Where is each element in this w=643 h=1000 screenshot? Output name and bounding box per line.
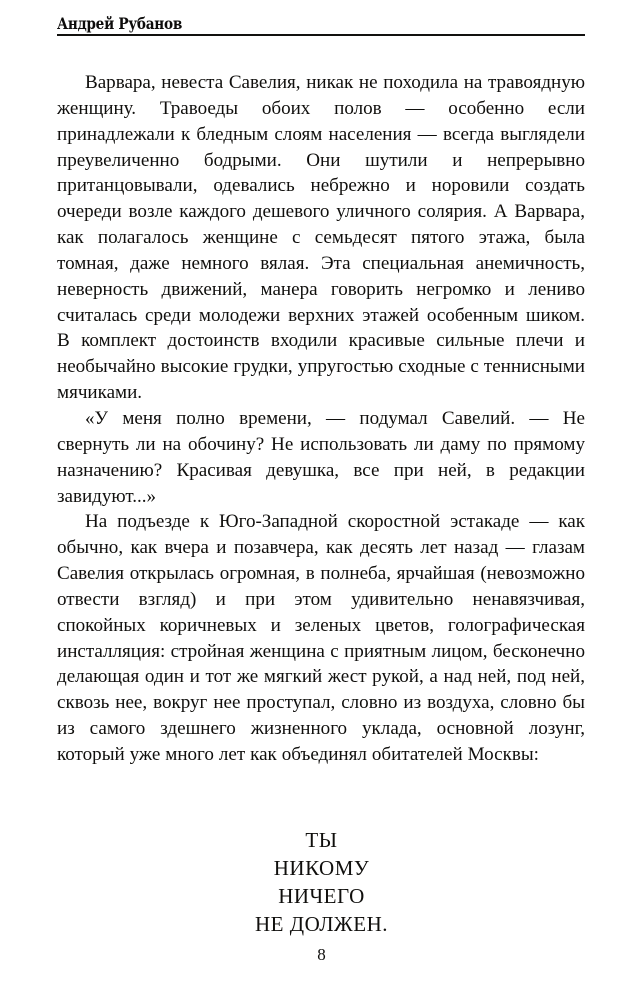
page-number: 8 bbox=[317, 945, 326, 964]
slogan-block bbox=[0, 826, 643, 938]
running-header-author: Андрей Рубанов bbox=[57, 14, 183, 33]
slogan-line: НИЧЕГО bbox=[278, 884, 365, 908]
slogan-line: НИКОМУ bbox=[273, 856, 370, 880]
paragraph: Варвара, невеста Савелия, никак не походила на травоядную женщину. Травоеды обоих полов — особенно если принадлежали к бледным слоям населения — всегда выглядели преувеличенно бодрыми. Они шутили и непрерывно пританцовывали, одевались небрежно и норовили создать очереди возле каждого дешевого уличного солярия. А Варвара, как полагалось женщине с семьдесят пятого этажа, была томная, даже немного вялая. Эта специальная анемичность, неверность движений, манера говорить негромко и лениво считалась среди молодежи верхних этажей особенным шиком. В комплект достоинств входили красивые сильные плечи и необычайно высокие грудки, упругостью сходные с теннисными мячиками. bbox=[57, 72, 585, 404]
slogan-line: НЕ ДОЛЖЕН. bbox=[255, 912, 388, 936]
paragraph: На подъезде к Юго-Западной скоростной эстакаде — как обычно, как вчера и позавчера, как десять лет назад — глазам Савелия открылась огромная, в полнеба, ярчайшая (невозможно отвести взгляд) и при этом удивительно ненавязчивая, спокойных коричневых и зеленых цветов, голографическая инсталляция: стройная женщина с приятным лицом, бесконечно делающая один и тот же мягкий жест рукой, а над ней, под ней, сквозь нее, вокруг нее проступал, словно из воздуха, словно бы из самого здешнего жизненного уклада, основной лозунг, который уже много лет как объединял обитателей Москвы: bbox=[57, 511, 585, 765]
body-text-block bbox=[57, 70, 585, 768]
paragraph: «У меня полно времени, — подумал Савелий. — Не свернуть ли на обочину? Не использовать ли даму по прямому назначению? Красивая девушка, все при ней, в редакции завидуют...» bbox=[57, 407, 585, 507]
slogan-line: ТЫ bbox=[305, 828, 338, 852]
running-header bbox=[57, 14, 585, 36]
running-header-rule bbox=[57, 34, 585, 36]
